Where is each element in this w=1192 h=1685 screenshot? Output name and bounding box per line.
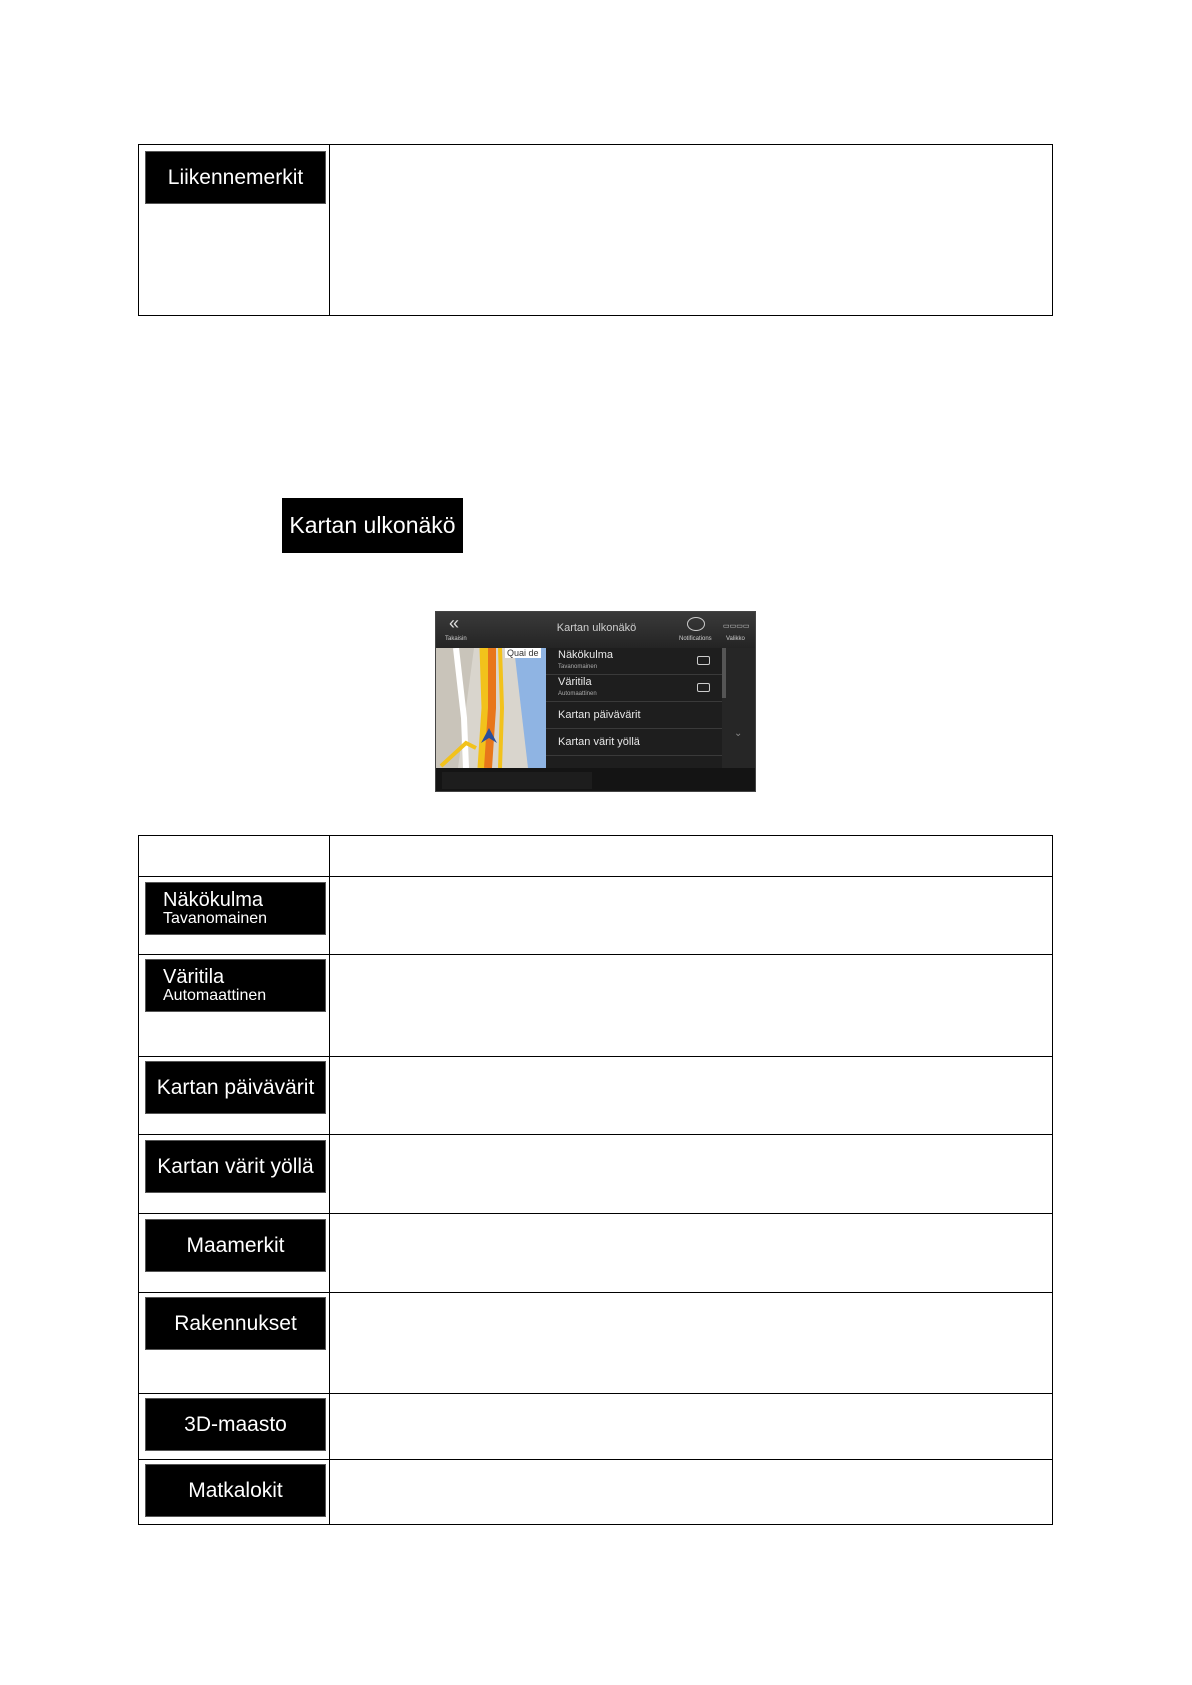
map-appearance-button[interactable] bbox=[282, 498, 463, 553]
3d-terrain-button[interactable]: 3D-maasto bbox=[145, 1398, 326, 1451]
table-row bbox=[139, 877, 1053, 955]
scrollbar[interactable] bbox=[722, 648, 726, 698]
map-roads bbox=[436, 648, 546, 768]
map-view[interactable] bbox=[436, 648, 546, 768]
settings-list bbox=[546, 648, 722, 768]
table-row bbox=[139, 1214, 1053, 1293]
scroll-down-icon[interactable]: ⌄ bbox=[734, 728, 743, 739]
speech-bubble-icon[interactable] bbox=[687, 617, 705, 631]
description-cell bbox=[330, 1214, 1053, 1293]
keyboard-icon bbox=[697, 683, 710, 692]
table-row bbox=[139, 955, 1053, 1057]
list-item-perspective[interactable]: Näkökulma Tavanomainen bbox=[546, 648, 722, 675]
keyboard-icon bbox=[697, 656, 710, 665]
screen-top-bar bbox=[436, 612, 756, 648]
list-item-day-colors[interactable]: Kartan päivävärit bbox=[546, 702, 722, 729]
trip-logs-button[interactable]: Matkalokit bbox=[145, 1464, 326, 1517]
menu-label: Valikko bbox=[726, 636, 745, 642]
back-label: Takaisin bbox=[445, 636, 467, 642]
list-item-night-colors[interactable]: Kartan värit yöllä bbox=[546, 729, 722, 756]
table-header-row bbox=[139, 836, 1053, 877]
table-row bbox=[139, 145, 1053, 316]
list-item-color-mode[interactable]: Väritila Automaattinen bbox=[546, 675, 722, 702]
description-cell bbox=[330, 877, 1053, 955]
traffic-signs-button[interactable] bbox=[145, 151, 326, 204]
table-row bbox=[139, 1394, 1053, 1460]
description-cell bbox=[330, 1293, 1053, 1394]
table-row bbox=[139, 1293, 1053, 1394]
map-appearance-screenshot bbox=[435, 611, 756, 792]
day-colors-button[interactable]: Kartan päivävärit bbox=[145, 1061, 326, 1114]
street-label: Quai de bbox=[507, 648, 539, 658]
description-cell bbox=[330, 955, 1053, 1057]
table-row bbox=[139, 1135, 1053, 1214]
description-cell bbox=[330, 1057, 1053, 1135]
bottom-info-field bbox=[442, 772, 592, 789]
landmarks-button[interactable]: Maamerkit bbox=[145, 1219, 326, 1272]
perspective-button[interactable]: Näkökulma Tavanomainen bbox=[145, 882, 326, 935]
description-cell bbox=[330, 145, 1053, 316]
notifications-label: Notifications bbox=[679, 636, 712, 642]
screen-title: Kartan ulkonäkö bbox=[556, 622, 637, 634]
map-appearance-button-label: Kartan ulkonäkö bbox=[289, 512, 456, 538]
traffic-signs-table bbox=[138, 144, 1053, 316]
menu-grid-icon[interactable]: ▭▭▭▭ bbox=[723, 623, 750, 630]
description-cell bbox=[330, 1135, 1053, 1214]
screen-bottom-bar bbox=[436, 768, 756, 792]
night-colors-button[interactable]: Kartan värit yöllä bbox=[145, 1140, 326, 1193]
table-row bbox=[139, 1460, 1053, 1525]
color-mode-button[interactable]: Väritila Automaattinen bbox=[145, 959, 326, 1012]
back-chevron-icon[interactable]: « bbox=[449, 613, 460, 633]
traffic-signs-button-label: Liikennemerkit bbox=[167, 165, 304, 189]
scroll-panel bbox=[722, 648, 756, 768]
buildings-button[interactable]: Rakennukset bbox=[145, 1297, 326, 1350]
description-cell bbox=[330, 1460, 1053, 1525]
map-appearance-options-table bbox=[138, 835, 1053, 1525]
table-row bbox=[139, 1057, 1053, 1135]
description-cell bbox=[330, 1394, 1053, 1460]
